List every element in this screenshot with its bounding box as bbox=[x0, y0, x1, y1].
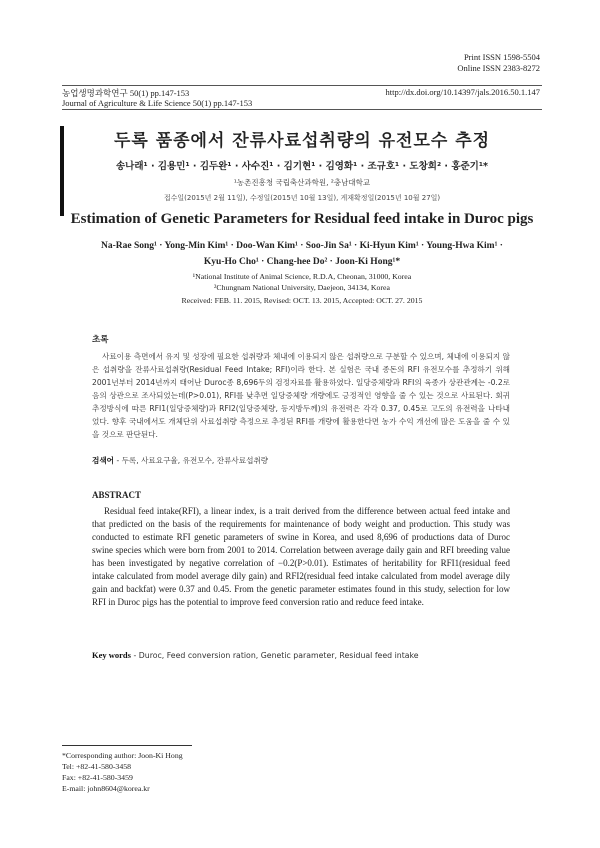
keywords-ko-list: - 두록, 사료요구율, 유전모수, 잔류사료섭취량 bbox=[116, 456, 269, 465]
authors-ko: 송나래¹ · 김용민¹ · 김두완¹ · 사수진¹ · 김기현¹ · 김영화¹ · 조규호¹ · 도창희² · 홍준기¹* bbox=[116, 161, 488, 172]
affiliations-ko: ¹농촌진흥청 국립축산과학원, ²충남대학교 bbox=[233, 178, 371, 187]
authors-en-line1: Na-Rae Song¹ · Yong-Min Kim¹ · Doo-Wan Kim¹ · Soo-Jin Sa¹ · Ki-Hyun Kim¹ · Young-Hwa Kim¹ · bbox=[101, 241, 503, 251]
footnote-fax: Fax: +82-41-580-3459 bbox=[62, 773, 133, 782]
footnote-email[interactable]: E-mail: john8604@korea.kr bbox=[62, 784, 150, 793]
header-rule-bottom bbox=[62, 109, 542, 110]
journal-ko: 농업생명과학연구 50(1) pp.147-153 bbox=[62, 88, 190, 98]
online-issn: Online ISSN 2383-8272 bbox=[457, 63, 540, 73]
abstract-ko-body: 사료이용 측면에서 유지 및 성장에 필요한 섭취량과 체내에 이용되지 않은 섭취량으로 구분할 수 있으며, 체내에 이용되지 않은 섭취량을 잔류사료섭취량(Residual Feed Intake; RFI)이라 한다. 본 실험은 국내 종돈의 RFI 유전모수를 추정하기 위해 2001년부터 2014년까지 태어난 Duroc종 8,696두의 검정자료를 활용하였다. 일당증체량과 RFI의 육종가 상관관계는 -0.2로 음의 상관으로 조사되었는데(P>0.01), RFI를 낮추면 일당증체량 개량에도 긍정적인 영향을 줄 수 있는 것으로 사료된다. 회귀추정방식에 따른 RFI1(일당증체량)과 RFI2(일당증체량, 등지방두께)의 유전력은 각각 0.37, 0.45로 고도의 유전력을 나타내었다. 향후 국내에서도 개체단위 사료섭취량 측정으로 추정된 RFI를 개량에 활용한다면 농가 수익 개선에 많은 도움을 줄 수 있을 것으로 판단된다. bbox=[92, 352, 510, 439]
abstract-en-heading: ABSTRACT bbox=[92, 490, 142, 500]
abstract-en-body: Residual feed intake(RFI), a linear index, is a trait derived from the difference between actual feed intake and that predicted on the basis of the requirements for maintenance of body weight and production. This study was conducted to estimate RFI genetic parameters of swine in Korea, and used 8,696 of productions data of Duroc swine species which were born from 2001 to 2014. Correlation between average daily gain and RFI breeding value has been investigated by negative correlation of −0.2(P>0.01). Estimates of heritability for RFI1(residual feed intake calculated from model average dily gain) and RFI2(residual feed intake calculated from model average dily gain and backfat) were 0.37 and 0.45. From the genetic parameter estimates found in this study, selection for low RFI in Duroc pigs has the potential to improve feed conversion ratio and reduce feed intake. bbox=[92, 506, 510, 607]
authors-en-line2: Kyu-Ho Cho¹ · Chang-hee Do² · Joon-Ki Hong¹* bbox=[203, 257, 401, 267]
affiliation-en-1: ¹National Institute of Animal Science, R.D.A, Cheonan, 31000, Korea bbox=[192, 272, 412, 281]
title-en: Estimation of Genetic Parameters for Residual feed intake in Duroc pigs bbox=[70, 211, 534, 227]
affiliation-en-2: ²Chungnam National University, Daejeon, 34134, Korea bbox=[214, 283, 390, 292]
journal-en: Journal of Agriculture & Life Science 50(1) pp.147-153 bbox=[62, 98, 253, 108]
title-ko: 두록 품종에서 잔류사료섭취량의 유전모수 추정 bbox=[113, 131, 491, 151]
footnote-rule bbox=[62, 745, 192, 746]
dates-ko: 접수일(2015년 2월 11일), 수정일(2015년 10월 13일), 게재확정일(2015년 10월 27일) bbox=[163, 194, 441, 202]
keywords-en bbox=[92, 650, 419, 660]
keywords-ko-label: 검색어 bbox=[92, 456, 115, 465]
doi-link[interactable]: http://dx.doi.org/10.14397/jals.2016.50.1.147 bbox=[385, 87, 540, 97]
footnote bbox=[62, 750, 183, 794]
keywords-ko bbox=[92, 455, 268, 466]
keywords-en-label: Key words bbox=[92, 650, 131, 660]
print-issn: Print ISSN 1598-5504 bbox=[463, 52, 540, 62]
authors-en bbox=[62, 238, 542, 270]
footnote-tel: Tel: +82-41-580-3458 bbox=[62, 762, 132, 771]
dates-en: Received: FEB. 11. 2015, Revised: OCT. 13. 2015, Accepted: OCT. 27. 2015 bbox=[181, 296, 423, 305]
affiliations-en bbox=[62, 271, 542, 293]
footnote-corresponding: *Corresponding author: Joon-Ki Hong bbox=[62, 751, 183, 760]
abstract-ko-heading: 초록 bbox=[92, 335, 109, 345]
header-rule-top bbox=[62, 85, 542, 86]
keywords-en-list: - Duroc, Feed conversion ration, Genetic parameter, Residual feed intake bbox=[133, 651, 419, 660]
